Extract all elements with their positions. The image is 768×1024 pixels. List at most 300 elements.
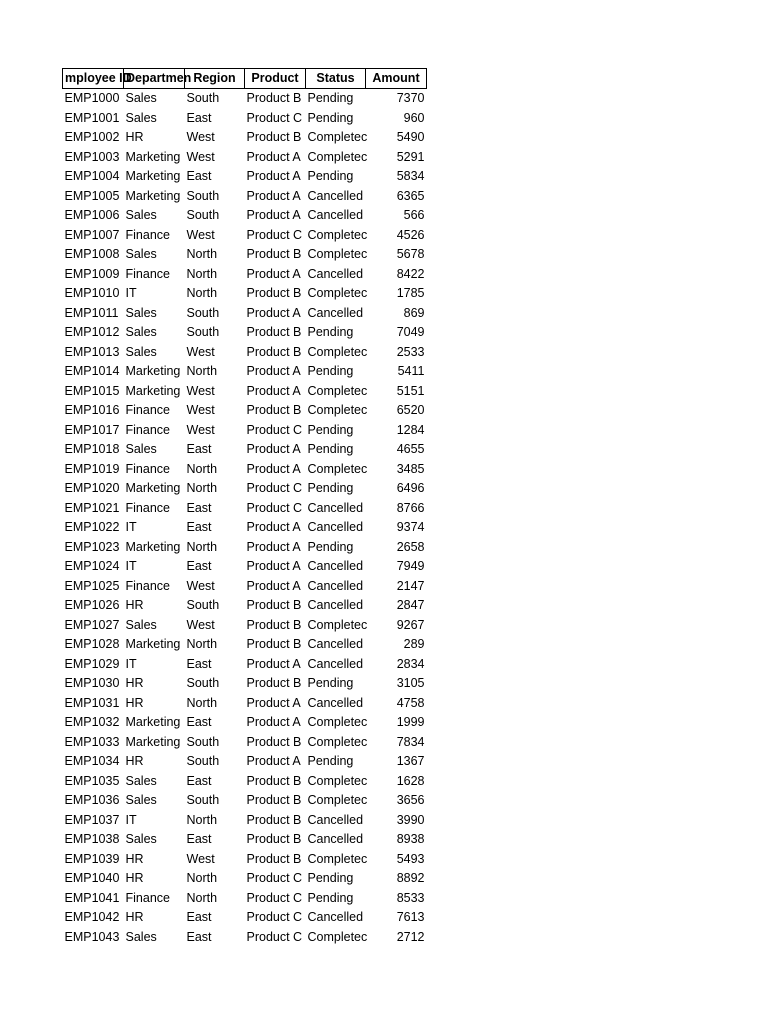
cell-amount[interactable]: 9374 bbox=[396, 520, 425, 534]
cell-department[interactable]: HR bbox=[125, 598, 144, 612]
cell-status[interactable]: Cancelled bbox=[307, 637, 364, 651]
cell-status[interactable]: Pending bbox=[307, 91, 354, 105]
cell-region[interactable]: South bbox=[186, 676, 220, 690]
table-row bbox=[63, 674, 427, 694]
cell-region[interactable]: North bbox=[186, 890, 218, 905]
cell-status[interactable]: Completec bbox=[307, 286, 368, 300]
cell-amount[interactable]: 6496 bbox=[396, 481, 425, 495]
cell-status[interactable]: Cancelled bbox=[307, 208, 364, 222]
cell-employee-id[interactable]: EMP1022 bbox=[64, 520, 120, 534]
cell-region[interactable]: North bbox=[186, 461, 218, 476]
cell-status[interactable]: Completec bbox=[307, 929, 368, 944]
cell-region[interactable]: East bbox=[186, 929, 212, 944]
cell-department[interactable]: Finance bbox=[125, 890, 170, 905]
cell-employee-id[interactable]: EMP1026 bbox=[64, 598, 120, 612]
cell-status[interactable]: Cancelled bbox=[307, 695, 364, 710]
table-row bbox=[63, 752, 427, 772]
cell-status[interactable]: Pending bbox=[307, 481, 354, 495]
table-row bbox=[63, 167, 427, 187]
cell-region[interactable]: North bbox=[186, 539, 218, 554]
cell-status[interactable]: Completec bbox=[307, 715, 368, 729]
cell-status[interactable]: Cancelled bbox=[307, 656, 364, 671]
header-amount[interactable]: Amount bbox=[366, 69, 427, 89]
cell-product[interactable]: Product B bbox=[246, 734, 302, 749]
cell-amount[interactable]: 7370 bbox=[396, 91, 425, 105]
cell-amount[interactable]: 3656 bbox=[396, 793, 425, 807]
cell-status[interactable]: Completec bbox=[307, 247, 368, 261]
cell-department[interactable]: Marketing bbox=[125, 383, 181, 398]
cell-amount[interactable]: 9267 bbox=[396, 617, 425, 632]
cell-amount[interactable]: 3990 bbox=[396, 812, 425, 827]
cell-product[interactable]: Product A bbox=[246, 305, 301, 320]
cell-department[interactable]: Sales bbox=[125, 832, 157, 846]
cell-department[interactable]: Sales bbox=[125, 247, 157, 261]
cell-employee-id[interactable]: EMP1006 bbox=[64, 208, 120, 222]
cell-amount[interactable]: 5834 bbox=[396, 169, 425, 183]
cell-product[interactable]: Product B bbox=[246, 851, 302, 866]
cell-employee-id[interactable]: EMP1014 bbox=[64, 364, 120, 378]
cell-product[interactable]: Product C bbox=[246, 929, 303, 944]
cell-product[interactable]: Product B bbox=[246, 617, 302, 632]
cell-region[interactable]: West bbox=[186, 422, 215, 437]
header-employee-id[interactable]: mployee ID bbox=[63, 69, 124, 89]
cell-status[interactable]: Cancelled bbox=[307, 305, 364, 320]
cell-product[interactable]: Product B bbox=[246, 812, 302, 827]
cell-region[interactable]: South bbox=[186, 754, 220, 768]
cell-status[interactable]: Completec bbox=[307, 149, 368, 164]
cell-status[interactable]: Completec bbox=[307, 403, 368, 417]
cell-amount[interactable]: 1999 bbox=[396, 715, 425, 729]
cell-amount[interactable]: 8892 bbox=[396, 871, 425, 885]
cell-employee-id[interactable]: EMP1008 bbox=[64, 247, 120, 261]
cell-product[interactable]: Product B bbox=[246, 598, 302, 612]
cell-region[interactable]: South bbox=[186, 305, 220, 320]
cell-region[interactable]: North bbox=[186, 266, 218, 281]
cell-region[interactable]: West bbox=[186, 578, 215, 593]
cell-amount[interactable]: 5291 bbox=[396, 149, 425, 164]
cell-status[interactable]: Cancelled bbox=[307, 578, 364, 593]
table-row bbox=[63, 655, 427, 675]
cell-employee-id[interactable]: EMP1003 bbox=[64, 149, 120, 164]
cell-status[interactable]: Pending bbox=[307, 110, 354, 125]
cell-status[interactable]: Cancelled bbox=[307, 910, 364, 924]
cell-department[interactable]: Sales bbox=[125, 617, 157, 632]
cell-region[interactable]: West bbox=[186, 344, 215, 359]
cell-employee-id[interactable]: EMP1015 bbox=[64, 383, 120, 398]
table-row bbox=[63, 479, 427, 499]
header-product[interactable]: Product bbox=[245, 69, 306, 89]
cell-product[interactable]: Product A bbox=[246, 442, 301, 456]
cell-employee-id[interactable]: EMP1037 bbox=[64, 812, 120, 827]
cell-employee-id[interactable]: EMP1038 bbox=[64, 832, 120, 846]
cell-department[interactable]: Sales bbox=[125, 325, 157, 339]
header-status[interactable]: Status bbox=[306, 69, 366, 89]
table-row bbox=[63, 304, 427, 324]
cell-employee-id[interactable]: EMP1009 bbox=[64, 266, 120, 281]
cell-amount[interactable]: 8766 bbox=[396, 500, 425, 515]
table-row bbox=[63, 421, 427, 441]
cell-product[interactable]: Product A bbox=[246, 754, 301, 768]
cell-status[interactable]: Pending bbox=[307, 871, 354, 885]
cell-status[interactable]: Cancelled bbox=[307, 832, 364, 846]
cell-product[interactable]: Product C bbox=[246, 422, 303, 437]
cell-amount[interactable]: 2847 bbox=[396, 598, 425, 612]
cell-department[interactable]: IT bbox=[125, 520, 137, 534]
cell-department[interactable]: Marketing bbox=[125, 169, 181, 183]
header-department[interactable]: Departmen bbox=[124, 69, 185, 89]
cell-employee-id[interactable]: EMP1016 bbox=[64, 403, 120, 417]
cell-amount[interactable]: 2147 bbox=[396, 578, 425, 593]
cell-product[interactable]: Product B bbox=[246, 773, 302, 788]
cell-employee-id[interactable]: EMP1017 bbox=[64, 422, 120, 437]
cell-status[interactable]: Pending bbox=[307, 364, 354, 378]
table-row bbox=[63, 772, 427, 792]
cell-department[interactable]: Sales bbox=[125, 442, 157, 456]
cell-amount[interactable]: 6520 bbox=[396, 403, 425, 417]
cell-amount[interactable]: 5411 bbox=[397, 364, 425, 378]
cell-department[interactable]: Sales bbox=[125, 208, 157, 222]
cell-region[interactable]: East bbox=[186, 110, 212, 125]
cell-product[interactable]: Product B bbox=[246, 344, 302, 359]
cell-employee-id[interactable]: EMP1024 bbox=[64, 559, 120, 573]
table-row bbox=[63, 323, 427, 343]
table-row bbox=[63, 89, 427, 109]
table-row bbox=[63, 187, 427, 207]
cell-department[interactable]: Marketing bbox=[125, 188, 181, 203]
cell-status[interactable]: Completec bbox=[307, 793, 368, 807]
cell-product[interactable]: Product A bbox=[246, 383, 301, 398]
cell-amount[interactable]: 8938 bbox=[396, 832, 425, 846]
cell-department[interactable]: IT bbox=[125, 812, 137, 827]
cell-region[interactable]: South bbox=[186, 734, 220, 749]
cell-region[interactable]: North bbox=[186, 637, 218, 651]
cell-product[interactable]: Product B bbox=[246, 130, 302, 144]
cell-status[interactable]: Pending bbox=[307, 890, 354, 905]
cell-employee-id[interactable]: EMP1004 bbox=[64, 169, 120, 183]
cell-amount[interactable]: 5151 bbox=[396, 383, 425, 398]
table-row bbox=[63, 928, 427, 948]
cell-employee-id[interactable]: EMP1035 bbox=[64, 773, 120, 788]
cell-product[interactable]: Product A bbox=[246, 149, 301, 164]
cell-department[interactable]: IT bbox=[125, 656, 137, 671]
cell-employee-id[interactable]: EMP1007 bbox=[64, 227, 120, 242]
cell-employee-id[interactable]: EMP1021 bbox=[64, 500, 120, 515]
cell-department[interactable]: HR bbox=[125, 910, 144, 924]
cell-product[interactable]: Product B bbox=[246, 247, 302, 261]
cell-region[interactable]: West bbox=[186, 403, 215, 417]
cell-department[interactable]: HR bbox=[125, 754, 144, 768]
table-row bbox=[63, 362, 427, 382]
cell-status[interactable]: Completec bbox=[307, 383, 368, 398]
cell-amount[interactable]: 566 bbox=[403, 208, 425, 222]
cell-amount[interactable]: 869 bbox=[403, 305, 425, 320]
cell-amount[interactable]: 1367 bbox=[396, 754, 425, 768]
cell-amount[interactable]: 3105 bbox=[396, 676, 425, 690]
cell-status[interactable]: Cancelled bbox=[307, 559, 364, 573]
cell-region[interactable]: East bbox=[186, 169, 212, 183]
cell-employee-id[interactable]: EMP1033 bbox=[64, 734, 120, 749]
cell-department[interactable]: Marketing bbox=[125, 734, 181, 749]
cell-department[interactable]: Finance bbox=[125, 461, 170, 476]
cell-region[interactable]: East bbox=[186, 500, 212, 515]
cell-product[interactable]: Product B bbox=[246, 286, 302, 300]
table-row bbox=[63, 830, 427, 850]
cell-employee-id[interactable]: EMP1023 bbox=[64, 539, 120, 554]
cell-status[interactable]: Cancelled bbox=[307, 598, 364, 612]
cell-employee-id[interactable]: EMP1031 bbox=[64, 695, 120, 710]
cell-region[interactable]: East bbox=[186, 442, 212, 456]
cell-status[interactable]: Completec bbox=[307, 851, 368, 866]
cell-region[interactable]: West bbox=[186, 617, 215, 632]
cell-status[interactable]: Completec bbox=[307, 734, 368, 749]
cell-department[interactable]: Sales bbox=[125, 773, 157, 788]
cell-department[interactable]: HR bbox=[125, 871, 144, 885]
cell-employee-id[interactable]: EMP1000 bbox=[64, 91, 120, 105]
cell-product[interactable]: Product B bbox=[246, 325, 302, 339]
table-row bbox=[63, 401, 427, 421]
cell-product[interactable]: Product A bbox=[246, 539, 301, 554]
cell-amount[interactable]: 1284 bbox=[396, 422, 425, 437]
cell-region[interactable]: North bbox=[186, 695, 218, 710]
cell-region[interactable]: North bbox=[186, 364, 218, 378]
cell-region[interactable]: South bbox=[186, 188, 220, 203]
cell-region[interactable]: West bbox=[186, 851, 215, 866]
cell-product[interactable]: Product A bbox=[246, 520, 301, 534]
cell-status[interactable]: Pending bbox=[307, 325, 354, 339]
cell-employee-id[interactable]: EMP1025 bbox=[64, 578, 120, 593]
cell-product[interactable]: Product B bbox=[246, 403, 302, 417]
cell-employee-id[interactable]: EMP1001 bbox=[64, 110, 120, 125]
cell-product[interactable]: Product B bbox=[246, 793, 302, 807]
cell-department[interactable]: Sales bbox=[125, 91, 157, 105]
cell-product[interactable]: Product A bbox=[246, 656, 301, 671]
cell-region[interactable]: North bbox=[186, 481, 218, 495]
cell-status[interactable]: Completec bbox=[307, 617, 368, 632]
cell-employee-id[interactable]: EMP1041 bbox=[64, 890, 120, 905]
cell-region[interactable]: East bbox=[186, 715, 212, 729]
cell-employee-id[interactable]: EMP1029 bbox=[64, 656, 120, 671]
cell-employee-id[interactable]: EMP1034 bbox=[64, 754, 120, 768]
cell-amount[interactable]: 5678 bbox=[396, 247, 425, 261]
cell-employee-id[interactable]: EMP1019 bbox=[64, 461, 120, 476]
cell-employee-id[interactable]: EMP1036 bbox=[64, 793, 120, 807]
table-row bbox=[63, 694, 427, 714]
cell-status[interactable]: Pending bbox=[307, 169, 354, 183]
cell-amount[interactable]: 3485 bbox=[396, 461, 425, 476]
cell-department[interactable]: Finance bbox=[125, 578, 170, 593]
cell-status[interactable]: Cancelled bbox=[307, 520, 364, 534]
table-row bbox=[63, 869, 427, 889]
cell-department[interactable]: Finance bbox=[125, 227, 170, 242]
cell-product[interactable]: Product C bbox=[246, 890, 303, 905]
cell-product[interactable]: Product A bbox=[246, 695, 301, 710]
cell-region[interactable]: North bbox=[186, 247, 218, 261]
cell-amount[interactable]: 7834 bbox=[396, 734, 425, 749]
cell-region[interactable]: East bbox=[186, 559, 212, 573]
cell-department[interactable]: Sales bbox=[125, 344, 157, 359]
table-body bbox=[63, 89, 427, 948]
cell-product[interactable]: Product A bbox=[246, 266, 301, 281]
table-row bbox=[63, 733, 427, 753]
cell-region[interactable]: South bbox=[186, 598, 220, 612]
cell-amount[interactable]: 1785 bbox=[396, 286, 425, 300]
table-row bbox=[63, 109, 427, 129]
cell-amount[interactable]: 8422 bbox=[396, 266, 425, 281]
cell-product[interactable]: Product A bbox=[246, 188, 301, 203]
cell-department[interactable]: Marketing bbox=[125, 715, 181, 729]
cell-region[interactable]: West bbox=[186, 227, 215, 242]
cell-status[interactable]: Completec bbox=[307, 344, 368, 359]
cell-department[interactable]: Sales bbox=[125, 305, 157, 320]
table-row bbox=[63, 265, 427, 285]
cell-region[interactable]: West bbox=[186, 149, 215, 164]
cell-product[interactable]: Product C bbox=[246, 110, 303, 125]
cell-department[interactable]: Sales bbox=[125, 929, 157, 944]
cell-region[interactable]: South bbox=[186, 325, 220, 339]
cell-department[interactable]: Marketing bbox=[125, 481, 181, 495]
cell-amount[interactable]: 4655 bbox=[396, 442, 425, 456]
cell-product[interactable]: Product B bbox=[246, 676, 302, 690]
cell-product[interactable]: Product A bbox=[246, 559, 301, 573]
cell-status[interactable]: Completec bbox=[307, 773, 368, 788]
cell-product[interactable]: Product C bbox=[246, 910, 303, 924]
cell-amount[interactable]: 5490 bbox=[396, 130, 425, 144]
cell-amount[interactable]: 8533 bbox=[396, 890, 425, 905]
table-row bbox=[63, 791, 427, 811]
cell-product[interactable]: Product A bbox=[246, 364, 301, 378]
cell-region[interactable]: North bbox=[186, 812, 218, 827]
cell-status[interactable]: Completec bbox=[307, 130, 368, 144]
cell-employee-id[interactable]: EMP1013 bbox=[64, 344, 120, 359]
cell-region[interactable]: South bbox=[186, 208, 220, 222]
cell-department[interactable]: Sales bbox=[125, 793, 157, 807]
table-row bbox=[63, 557, 427, 577]
data-table bbox=[62, 68, 427, 947]
cell-department[interactable]: IT bbox=[125, 286, 137, 300]
cell-product[interactable]: Product A bbox=[246, 208, 301, 222]
cell-product[interactable]: Product A bbox=[246, 169, 301, 183]
cell-department[interactable]: Finance bbox=[125, 403, 170, 417]
cell-region[interactable]: South bbox=[186, 91, 220, 105]
cell-employee-id[interactable]: EMP1042 bbox=[64, 910, 120, 924]
cell-employee-id[interactable]: EMP1032 bbox=[64, 715, 120, 729]
cell-region[interactable]: South bbox=[186, 793, 220, 807]
cell-region[interactable]: West bbox=[186, 383, 215, 398]
cell-amount[interactable]: 2658 bbox=[396, 539, 425, 554]
cell-employee-id[interactable]: EMP1028 bbox=[64, 637, 120, 651]
cell-employee-id[interactable]: EMP1027 bbox=[64, 617, 120, 632]
cell-department[interactable]: Marketing bbox=[125, 149, 181, 164]
cell-product[interactable]: Product B bbox=[246, 832, 302, 846]
cell-department[interactable]: Finance bbox=[125, 500, 170, 515]
cell-region[interactable]: East bbox=[186, 910, 212, 924]
table-row bbox=[63, 148, 427, 168]
cell-region[interactable]: North bbox=[186, 871, 218, 885]
cell-department[interactable]: HR bbox=[125, 676, 144, 690]
cell-product[interactable]: Product A bbox=[246, 461, 301, 476]
cell-status[interactable]: Cancelled bbox=[307, 812, 364, 827]
cell-status[interactable]: Cancelled bbox=[307, 500, 364, 515]
cell-department[interactable]: Sales bbox=[125, 110, 157, 125]
cell-employee-id[interactable]: EMP1039 bbox=[64, 851, 120, 866]
cell-amount[interactable]: 7049 bbox=[396, 325, 425, 339]
cell-department[interactable]: Finance bbox=[125, 422, 170, 437]
cell-employee-id[interactable]: EMP1002 bbox=[64, 130, 120, 144]
cell-employee-id[interactable]: EMP1030 bbox=[64, 676, 120, 690]
cell-amount[interactable]: 2834 bbox=[396, 656, 425, 671]
cell-department[interactable]: Marketing bbox=[125, 637, 181, 651]
cell-product[interactable]: Product C bbox=[246, 871, 303, 885]
cell-amount[interactable]: 7613 bbox=[396, 910, 425, 924]
cell-product[interactable]: Product B bbox=[246, 91, 302, 105]
cell-region[interactable]: East bbox=[186, 832, 212, 846]
cell-department[interactable]: Marketing bbox=[125, 364, 181, 378]
cell-amount[interactable]: 960 bbox=[403, 110, 425, 125]
cell-department[interactable]: Finance bbox=[125, 266, 170, 281]
cell-employee-id[interactable]: EMP1010 bbox=[64, 286, 120, 300]
cell-amount[interactable]: 6365 bbox=[396, 188, 425, 203]
cell-employee-id[interactable]: EMP1018 bbox=[64, 442, 120, 456]
cell-amount[interactable]: 2712 bbox=[396, 929, 425, 944]
cell-employee-id[interactable]: EMP1012 bbox=[64, 325, 120, 339]
cell-employee-id[interactable]: EMP1005 bbox=[64, 188, 120, 203]
cell-amount[interactable]: 1628 bbox=[396, 773, 425, 788]
cell-amount[interactable]: 2533 bbox=[396, 344, 425, 359]
cell-amount[interactable]: 4758 bbox=[396, 695, 425, 710]
cell-product[interactable]: Product C bbox=[246, 227, 303, 242]
spreadsheet-table-container bbox=[62, 68, 426, 947]
cell-product[interactable]: Product C bbox=[246, 500, 303, 515]
cell-product[interactable]: Product A bbox=[246, 578, 301, 593]
cell-status[interactable]: Completec bbox=[307, 461, 368, 476]
cell-product[interactable]: Product B bbox=[246, 637, 302, 651]
cell-amount[interactable]: 7949 bbox=[396, 559, 425, 573]
cell-region[interactable]: East bbox=[186, 656, 212, 671]
cell-employee-id[interactable]: EMP1040 bbox=[64, 871, 120, 885]
cell-amount[interactable]: 4526 bbox=[396, 227, 425, 242]
cell-status[interactable]: Pending bbox=[307, 442, 354, 456]
table-row bbox=[63, 499, 427, 519]
cell-region[interactable]: East bbox=[186, 520, 212, 534]
cell-department[interactable]: IT bbox=[125, 559, 137, 573]
cell-status[interactable]: Pending bbox=[307, 539, 354, 554]
cell-department[interactable]: HR bbox=[125, 851, 144, 866]
cell-status[interactable]: Pending bbox=[307, 676, 354, 690]
cell-product[interactable]: Product A bbox=[246, 715, 301, 729]
cell-status[interactable]: Pending bbox=[307, 422, 354, 437]
cell-department[interactable]: HR bbox=[125, 130, 144, 144]
cell-status[interactable]: Pending bbox=[307, 754, 354, 768]
table-row bbox=[63, 440, 427, 460]
cell-region[interactable]: East bbox=[186, 773, 212, 788]
cell-region[interactable]: West bbox=[186, 130, 215, 144]
cell-region[interactable]: North bbox=[186, 286, 218, 300]
cell-status[interactable]: Cancelled bbox=[307, 188, 364, 203]
cell-product[interactable]: Product C bbox=[246, 481, 303, 495]
table-row bbox=[63, 518, 427, 538]
cell-employee-id[interactable]: EMP1020 bbox=[64, 481, 120, 495]
cell-department[interactable]: Marketing bbox=[125, 539, 181, 554]
header-region[interactable]: Region bbox=[185, 69, 245, 89]
table-row bbox=[63, 616, 427, 636]
cell-employee-id[interactable]: EMP1043 bbox=[64, 929, 120, 944]
cell-status[interactable]: Completec bbox=[307, 227, 368, 242]
cell-status[interactable]: Cancelled bbox=[307, 266, 364, 281]
cell-amount[interactable]: 5493 bbox=[396, 851, 425, 866]
cell-amount[interactable]: 289 bbox=[403, 637, 425, 651]
cell-department[interactable]: HR bbox=[125, 695, 144, 710]
cell-employee-id[interactable]: EMP1011 bbox=[64, 305, 119, 320]
